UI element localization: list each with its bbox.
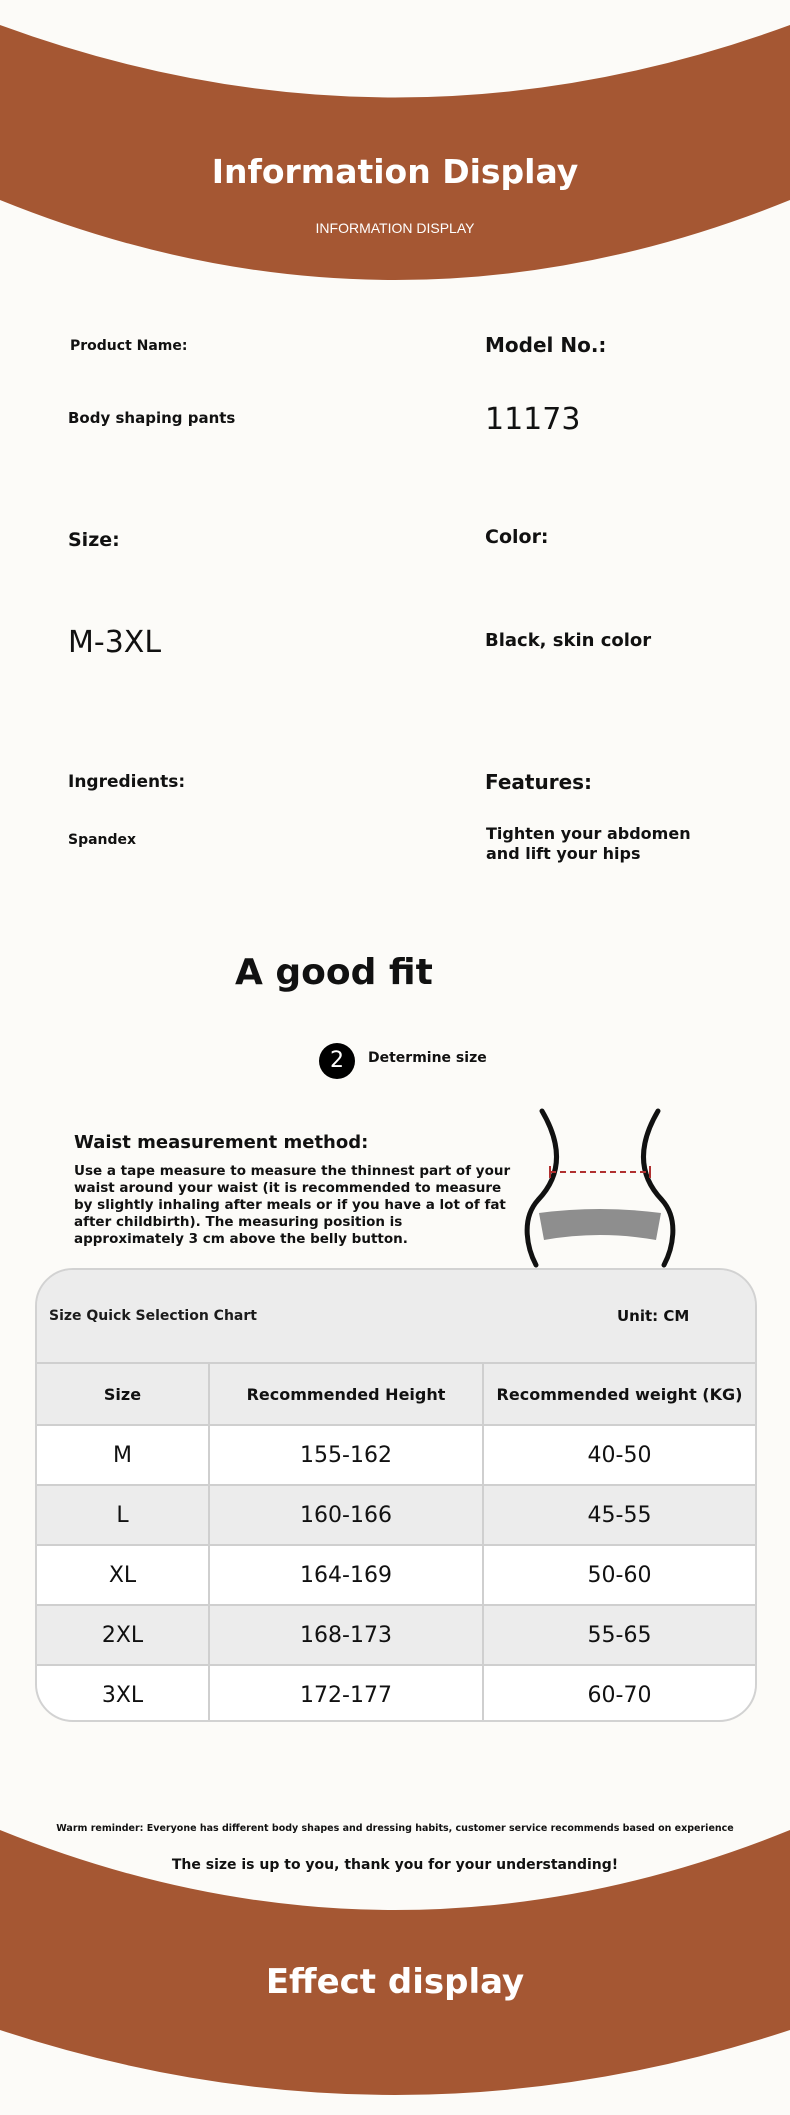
page-subtitle: INFORMATION DISPLAY [315, 220, 475, 236]
table-row [37, 1605, 755, 1665]
size-table [37, 1362, 755, 1722]
size-value: M-3XL [68, 625, 162, 660]
product-name-label: Product Name: [70, 338, 188, 354]
size-chart [35, 1268, 757, 1722]
thanks-note: The size is up to you, thank you for your understanding! [171, 1857, 619, 1873]
column-header: Recommended Height [209, 1363, 483, 1425]
table-cell: 45-55 [483, 1485, 755, 1545]
table-row [37, 1485, 755, 1545]
page-title: Information Display [211, 152, 579, 191]
table-header-row [37, 1363, 755, 1425]
table-cell: L [37, 1485, 209, 1545]
table-cell: 2XL [37, 1605, 209, 1665]
table-cell: 60-70 [483, 1665, 755, 1722]
ingredients-value: Spandex [68, 832, 137, 848]
ingredients-label: Ingredients: [68, 772, 186, 792]
table-cell: 55-65 [483, 1605, 755, 1665]
model-value: 11173 [485, 402, 581, 437]
table-cell: 3XL [37, 1665, 209, 1722]
table-cell: 155-162 [209, 1425, 483, 1485]
color-value: Black, skin color [485, 630, 652, 651]
waist-method-title: Waist measurement method: [74, 1132, 369, 1153]
waist-measure-icon [520, 1105, 680, 1270]
warm-reminder: Warm reminder: Everyone has different body shapes and dressing habits, customer service recommends based on experience [56, 1823, 734, 1834]
column-header: Size [37, 1363, 209, 1425]
features-value-line2: and lift your hips [486, 844, 641, 863]
table-cell: 40-50 [483, 1425, 755, 1485]
size-chart-header [37, 1270, 755, 1362]
table-row [37, 1665, 755, 1722]
size-chart-title: Size Quick Selection Chart [49, 1308, 257, 1324]
step-number-badge: 2 [319, 1043, 355, 1079]
table-cell: 164-169 [209, 1545, 483, 1605]
features-label: Features: [485, 770, 593, 794]
effect-display-title: Effect display [265, 1962, 525, 2002]
step-label: Determine size [368, 1050, 487, 1066]
table-row [37, 1425, 755, 1485]
model-label: Model No.: [485, 333, 607, 357]
table-cell: XL [37, 1545, 209, 1605]
fit-title: A good fit [235, 952, 433, 993]
product-name-value: Body shaping pants [68, 409, 236, 427]
table-cell: 172-177 [209, 1665, 483, 1722]
features-value-line1: Tighten your abdomen [486, 824, 691, 843]
table-cell: 168-173 [209, 1605, 483, 1665]
size-chart-unit: Unit: CM [617, 1307, 690, 1325]
table-cell: 160-166 [209, 1485, 483, 1545]
waist-method-text: Use a tape measure to measure the thinnest part of your waist around your waist (it is recommended to measure by slightly inhaling after meals or if you have a lot of fat after childbirth). The measuring position is approximately 3 cm above the belly button. [74, 1163, 511, 1247]
size-label: Size: [68, 529, 120, 551]
table-row [37, 1545, 755, 1605]
table-cell: M [37, 1425, 209, 1485]
table-cell: 50-60 [483, 1545, 755, 1605]
color-label: Color: [485, 526, 549, 548]
column-header: Recommended weight (KG) [483, 1363, 755, 1425]
